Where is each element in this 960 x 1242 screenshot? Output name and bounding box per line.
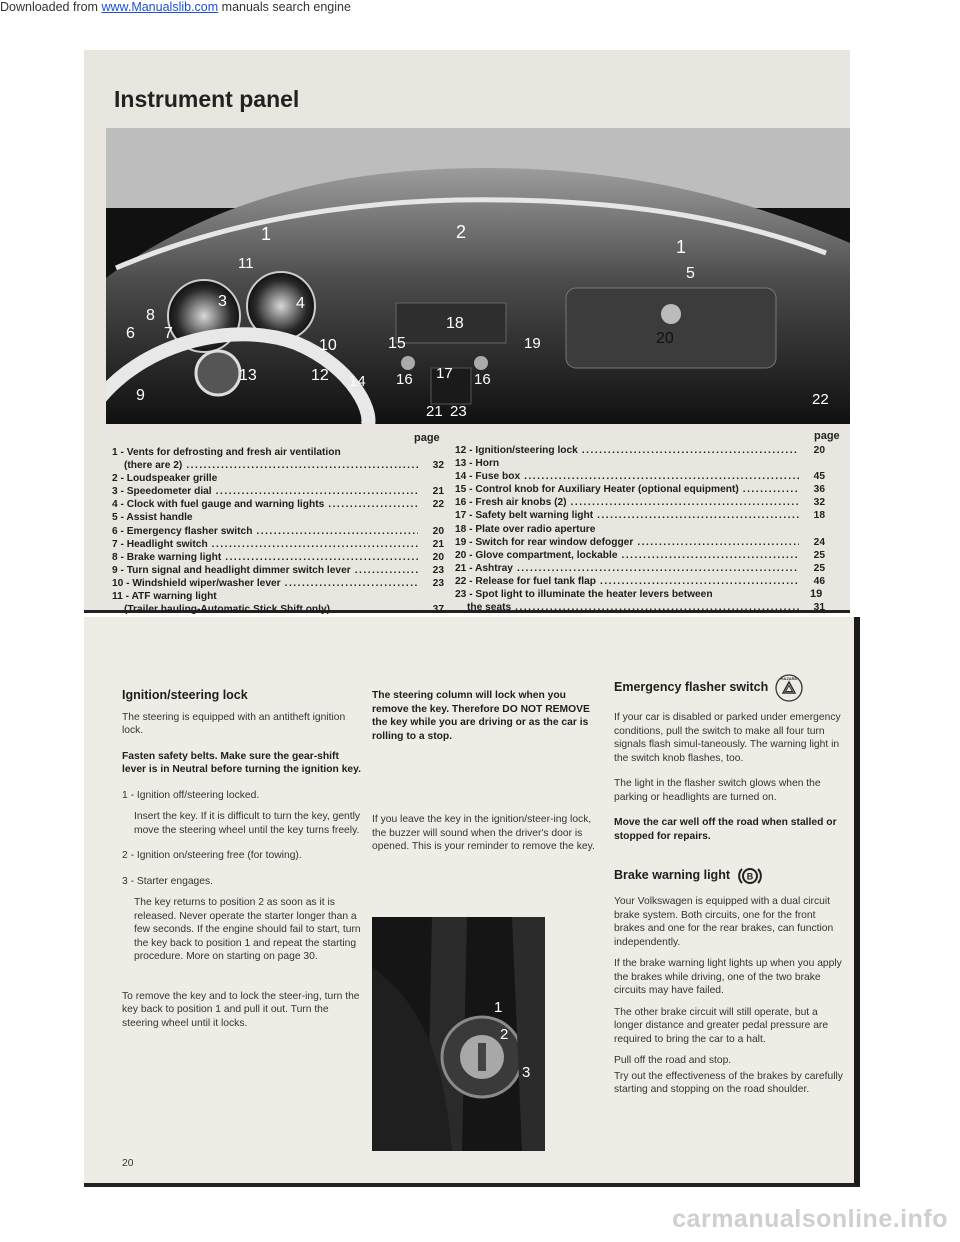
legend-leader-dots: [256, 525, 418, 538]
legend-page-ref: 18: [813, 510, 825, 522]
legend-leader-dots: [285, 577, 418, 590]
legend-row: [455, 523, 825, 536]
callout-11: 11: [238, 255, 254, 272]
legend-row: [455, 496, 825, 509]
heading-brake-warning: [614, 865, 844, 887]
ignition-lock-photo: [372, 917, 545, 1151]
legend-label: 20 - Glove compartment, lockable: [455, 549, 618, 561]
callout-3: 3: [218, 293, 227, 310]
legend-leader-dots: [216, 485, 418, 498]
ignition-intro: The steering is equipped with an antitheft ignition lock.: [122, 711, 346, 736]
callout-7: 7: [164, 325, 173, 342]
legend-label: 1 - Vents for defrosting and fresh air ventilation: [112, 447, 341, 458]
watermark-prefix: Downloaded from: [0, 0, 98, 14]
ignition-position-3: 3 - Starter engages.: [122, 875, 214, 887]
callout-2: 2: [456, 222, 467, 242]
legend-label: 3 - Speedometer dial: [112, 486, 212, 498]
photo-label-1: 1: [494, 999, 503, 1016]
brake-warning-icon: [738, 865, 762, 887]
legend-leader-dots: [597, 509, 799, 522]
legend-leader-dots: [571, 496, 799, 509]
brake-paragraph-3: The other brake circuit will still operate, but a longer distance and greater pedal pressure are required to bring the car to a halt.: [614, 1006, 829, 1045]
legend-row: [112, 590, 444, 603]
legend-label: 19 - Switch for rear window defogger: [455, 536, 634, 548]
legend-row: [455, 509, 825, 522]
legend-page-ref: 21: [432, 538, 444, 550]
legend-page-ref: 45: [813, 471, 825, 483]
callout-4: 4: [296, 295, 305, 312]
legend-row: [112, 498, 444, 511]
callout-10: 10: [319, 337, 337, 354]
legend-leader-dots: [186, 459, 418, 472]
callout-21: 21: [426, 403, 443, 420]
photo-label-3: 3: [522, 1064, 531, 1081]
legend-left-page-header: page: [414, 432, 440, 444]
heading-ignition-lock: Ignition/steering lock: [122, 688, 248, 702]
heading-emergency-flasher: [614, 673, 844, 703]
legend-leader-dots: [743, 483, 799, 496]
legend-page-ref: 37: [432, 604, 444, 616]
legend-page-ref: 24: [813, 536, 825, 548]
legend-row: [112, 525, 444, 538]
legend-row: [112, 603, 444, 616]
column-flasher-brake: [614, 673, 844, 1105]
legend-label: 4 - Clock with fuel gauge and warning lights: [112, 499, 325, 511]
callout-17: 17: [436, 365, 453, 382]
legend-label: 21 - Ashtray: [455, 562, 513, 574]
column-steering-caution: [372, 689, 604, 862]
legend-leader-dots: [212, 538, 418, 551]
flasher-paragraph-2: The light in the flasher switch glows when the parking or headlights are turned on.: [614, 778, 821, 803]
legend-label: 12 - Ignition/steering lock: [455, 445, 578, 456]
brake-paragraph-2: If the brake warning light lights up when you apply the brakes while driving, one of the two brake circuits may have failed.: [614, 958, 842, 996]
legend-page-ref: 46: [813, 575, 825, 587]
legend-right: [455, 444, 825, 614]
legend-row: [455, 601, 825, 614]
legend-row: [112, 538, 444, 551]
legend-label: 7 - Headlight switch: [112, 538, 208, 550]
legend-label: 10 - Windshield wiper/washer lever: [112, 577, 281, 589]
brake-paragraph-1: Your Volkswagen is equipped with a dual circuit brake system. Both circuits, one for the front brakes and one for the rear brakes, can function independently.: [614, 896, 834, 948]
legend-leader-dots: [517, 562, 799, 575]
callout-1a: 1: [261, 224, 272, 244]
legend-page-ref: 25: [813, 562, 825, 574]
legend-label: 23 - Spot light to illuminate the heater levers between: [455, 589, 713, 601]
brake-paragraph-5: Try out the effectiveness of the brakes by carefully starting and stopping on the road shoulder.: [614, 1070, 843, 1095]
legend-leader-dots: [637, 536, 799, 549]
legend-label: 11 - ATF warning light: [112, 591, 217, 603]
legend-page-ref: 31: [813, 602, 825, 614]
legend-row: [455, 483, 825, 496]
manualslib-link[interactable]: www.Manualslib.com: [101, 0, 219, 14]
legend-leader-dots: [515, 601, 799, 614]
legend-leader-dots: [524, 470, 799, 483]
legend-label: 17 - Safety belt warning light: [455, 510, 594, 522]
legend-label: 16 - Fresh air knobs (2): [455, 497, 567, 509]
page-number-20: 20: [122, 1158, 134, 1169]
legend-row: [112, 485, 444, 498]
callout-22: 22: [812, 391, 829, 408]
instrument-panel-photo: [106, 128, 850, 424]
callout-15: 15: [388, 335, 406, 352]
legend-page-ref: 20: [813, 445, 825, 456]
legend-row: [112, 551, 444, 564]
callout-14: 14: [349, 373, 366, 390]
flasher-warning: Move the car well off the road when stalled or stopped for repairs.: [614, 817, 837, 842]
legend-label: (there are 2): [124, 460, 183, 472]
legend-row: [112, 511, 444, 524]
legend-label: 8 - Brake warning light: [112, 551, 222, 563]
legend-row: [455, 549, 825, 562]
callout-16a: 16: [396, 371, 413, 388]
brake-icon-text: B: [746, 871, 754, 882]
legend-page-ref: 23: [432, 577, 444, 589]
ignition-position-2: 2 - Ignition on/steering free (for towing).: [122, 850, 302, 861]
download-watermark: [0, 0, 351, 14]
column-ignition-lock: [122, 689, 362, 1038]
heading-brake-warning-text: Brake warning light: [614, 868, 730, 883]
legend-leader-dots: [328, 498, 418, 511]
legend-label: 22 - Release for fuel tank flap: [455, 575, 596, 587]
legend-label: 5 - Assist handle: [112, 512, 193, 524]
legend-page-ref: 20: [432, 525, 444, 537]
legend-row: [455, 457, 825, 470]
callout-18: 18: [446, 315, 464, 332]
legend-label: 13 - Horn: [455, 458, 500, 470]
callout-13: 13: [239, 367, 257, 384]
legend-label: 9 - Turn signal and headlight dimmer switch lever: [112, 564, 351, 576]
legend-row: [455, 470, 825, 483]
callout-9: 9: [136, 387, 145, 404]
legend-page-ref: 21: [432, 486, 444, 498]
callout-1b: 1: [676, 237, 687, 257]
legend-label: 18 - Plate over radio aperture: [455, 523, 596, 535]
legend-row: [112, 446, 444, 459]
ignition-warning: Fasten safety belts. Make sure the gear-shift lever is in Neutral before turning the ignition key.: [122, 750, 361, 775]
legend-page-ref: 25: [813, 549, 825, 561]
legend-leader-dots: [600, 575, 799, 588]
heading-emergency-flasher-text: Emergency flasher switch: [614, 680, 769, 695]
legend-row: [112, 459, 444, 472]
legend-row: [455, 575, 825, 588]
legend-page-ref: 20: [432, 551, 444, 563]
watermark-suffix: manuals search engine: [221, 0, 351, 14]
legend-page-ref: 22: [432, 499, 444, 511]
legend-row: [455, 536, 825, 549]
legend-row: [455, 444, 825, 457]
callout-8: 8: [146, 307, 155, 324]
legend-leader-dots: [334, 603, 418, 616]
legend-leader-dots: [582, 444, 799, 457]
brake-paragraph-4: Pull off the road and stop.: [614, 1055, 732, 1066]
hazard-icon: [774, 673, 804, 703]
callout-20: 20: [656, 330, 674, 347]
steering-lock-caution: The steering column will lock when you remove the key. Therefore DO NOT REMOVE the key while you are driving or as the car is rolling to a stop.: [372, 690, 590, 742]
ignition-position-1-text: Insert the key. If it is difficult to turn the key, gently move the steering wheel until the key turns freely.: [134, 811, 361, 836]
legend-leader-dots: [622, 549, 800, 562]
legend-row: [455, 588, 825, 601]
legend-label: the seats: [467, 602, 512, 614]
legend-row: [112, 577, 444, 590]
site-watermark: carmanualsonline.info: [672, 1205, 948, 1233]
flasher-paragraph-1: If your car is disabled or parked under emergency conditions, pull the switch to make all four turn signals flash simul-taneously. The warning light in the switch knob flashes, too.: [614, 712, 841, 764]
ignition-position-1: 1 - Ignition off/steering locked.: [122, 789, 260, 801]
callout-12: 12: [311, 367, 329, 384]
legend-label: 15 - Control knob for Auxiliary Heater (optional equipment): [455, 484, 739, 496]
legend-leader-dots: [225, 551, 418, 564]
callout-5: 5: [686, 265, 695, 282]
page-number-19: 19: [810, 588, 823, 600]
callout-23: 23: [450, 403, 467, 420]
legend-page-ref: 32: [813, 497, 825, 509]
remove-key-text: To remove the key and to lock the steer-ing, turn the key back to position 1 and pull it out. Turn the steering wheel until it locks.: [122, 990, 360, 1029]
callout-19: 19: [524, 335, 541, 352]
legend-page-ref: 36: [813, 484, 825, 496]
page-19: [84, 50, 850, 616]
page-title: Instrument panel: [114, 86, 300, 112]
buzzer-reminder: If you leave the key in the ignition/steer-ing lock, the buzzer will sound when the driver's door is opened. This is your reminder to remove the key.: [372, 814, 595, 852]
legend-label: 14 - Fuse box: [455, 471, 521, 483]
page-20: [84, 617, 860, 1187]
photo-label-2: 2: [500, 1026, 509, 1043]
hazard-icon-text: HAZARD: [780, 676, 798, 681]
legend-row: [112, 472, 444, 485]
callout-16b: 16: [474, 371, 491, 388]
legend-page-ref: 23: [432, 564, 444, 576]
callout-6: 6: [126, 325, 135, 342]
legend-row: [455, 562, 825, 575]
legend-leader-dots: [355, 564, 418, 577]
legend-label: 2 - Loudspeaker grille: [112, 473, 218, 485]
legend-left: [112, 446, 444, 616]
legend-label: 6 - Emergency flasher switch: [112, 525, 253, 537]
legend-label: (Trailer hauling-Automatic Stick Shift only): [124, 604, 331, 616]
legend-right-page-header: page: [814, 430, 840, 442]
ignition-position-3-text: The key returns to position 2 as soon as it is released. Never operate the starter longer than a few seconds. If the engine should fail to start, turn the key back to position 1 and repeat the starting procedure. More on starting on page 30.: [134, 897, 361, 962]
legend-page-ref: 32: [432, 460, 444, 472]
legend-row: [112, 564, 444, 577]
